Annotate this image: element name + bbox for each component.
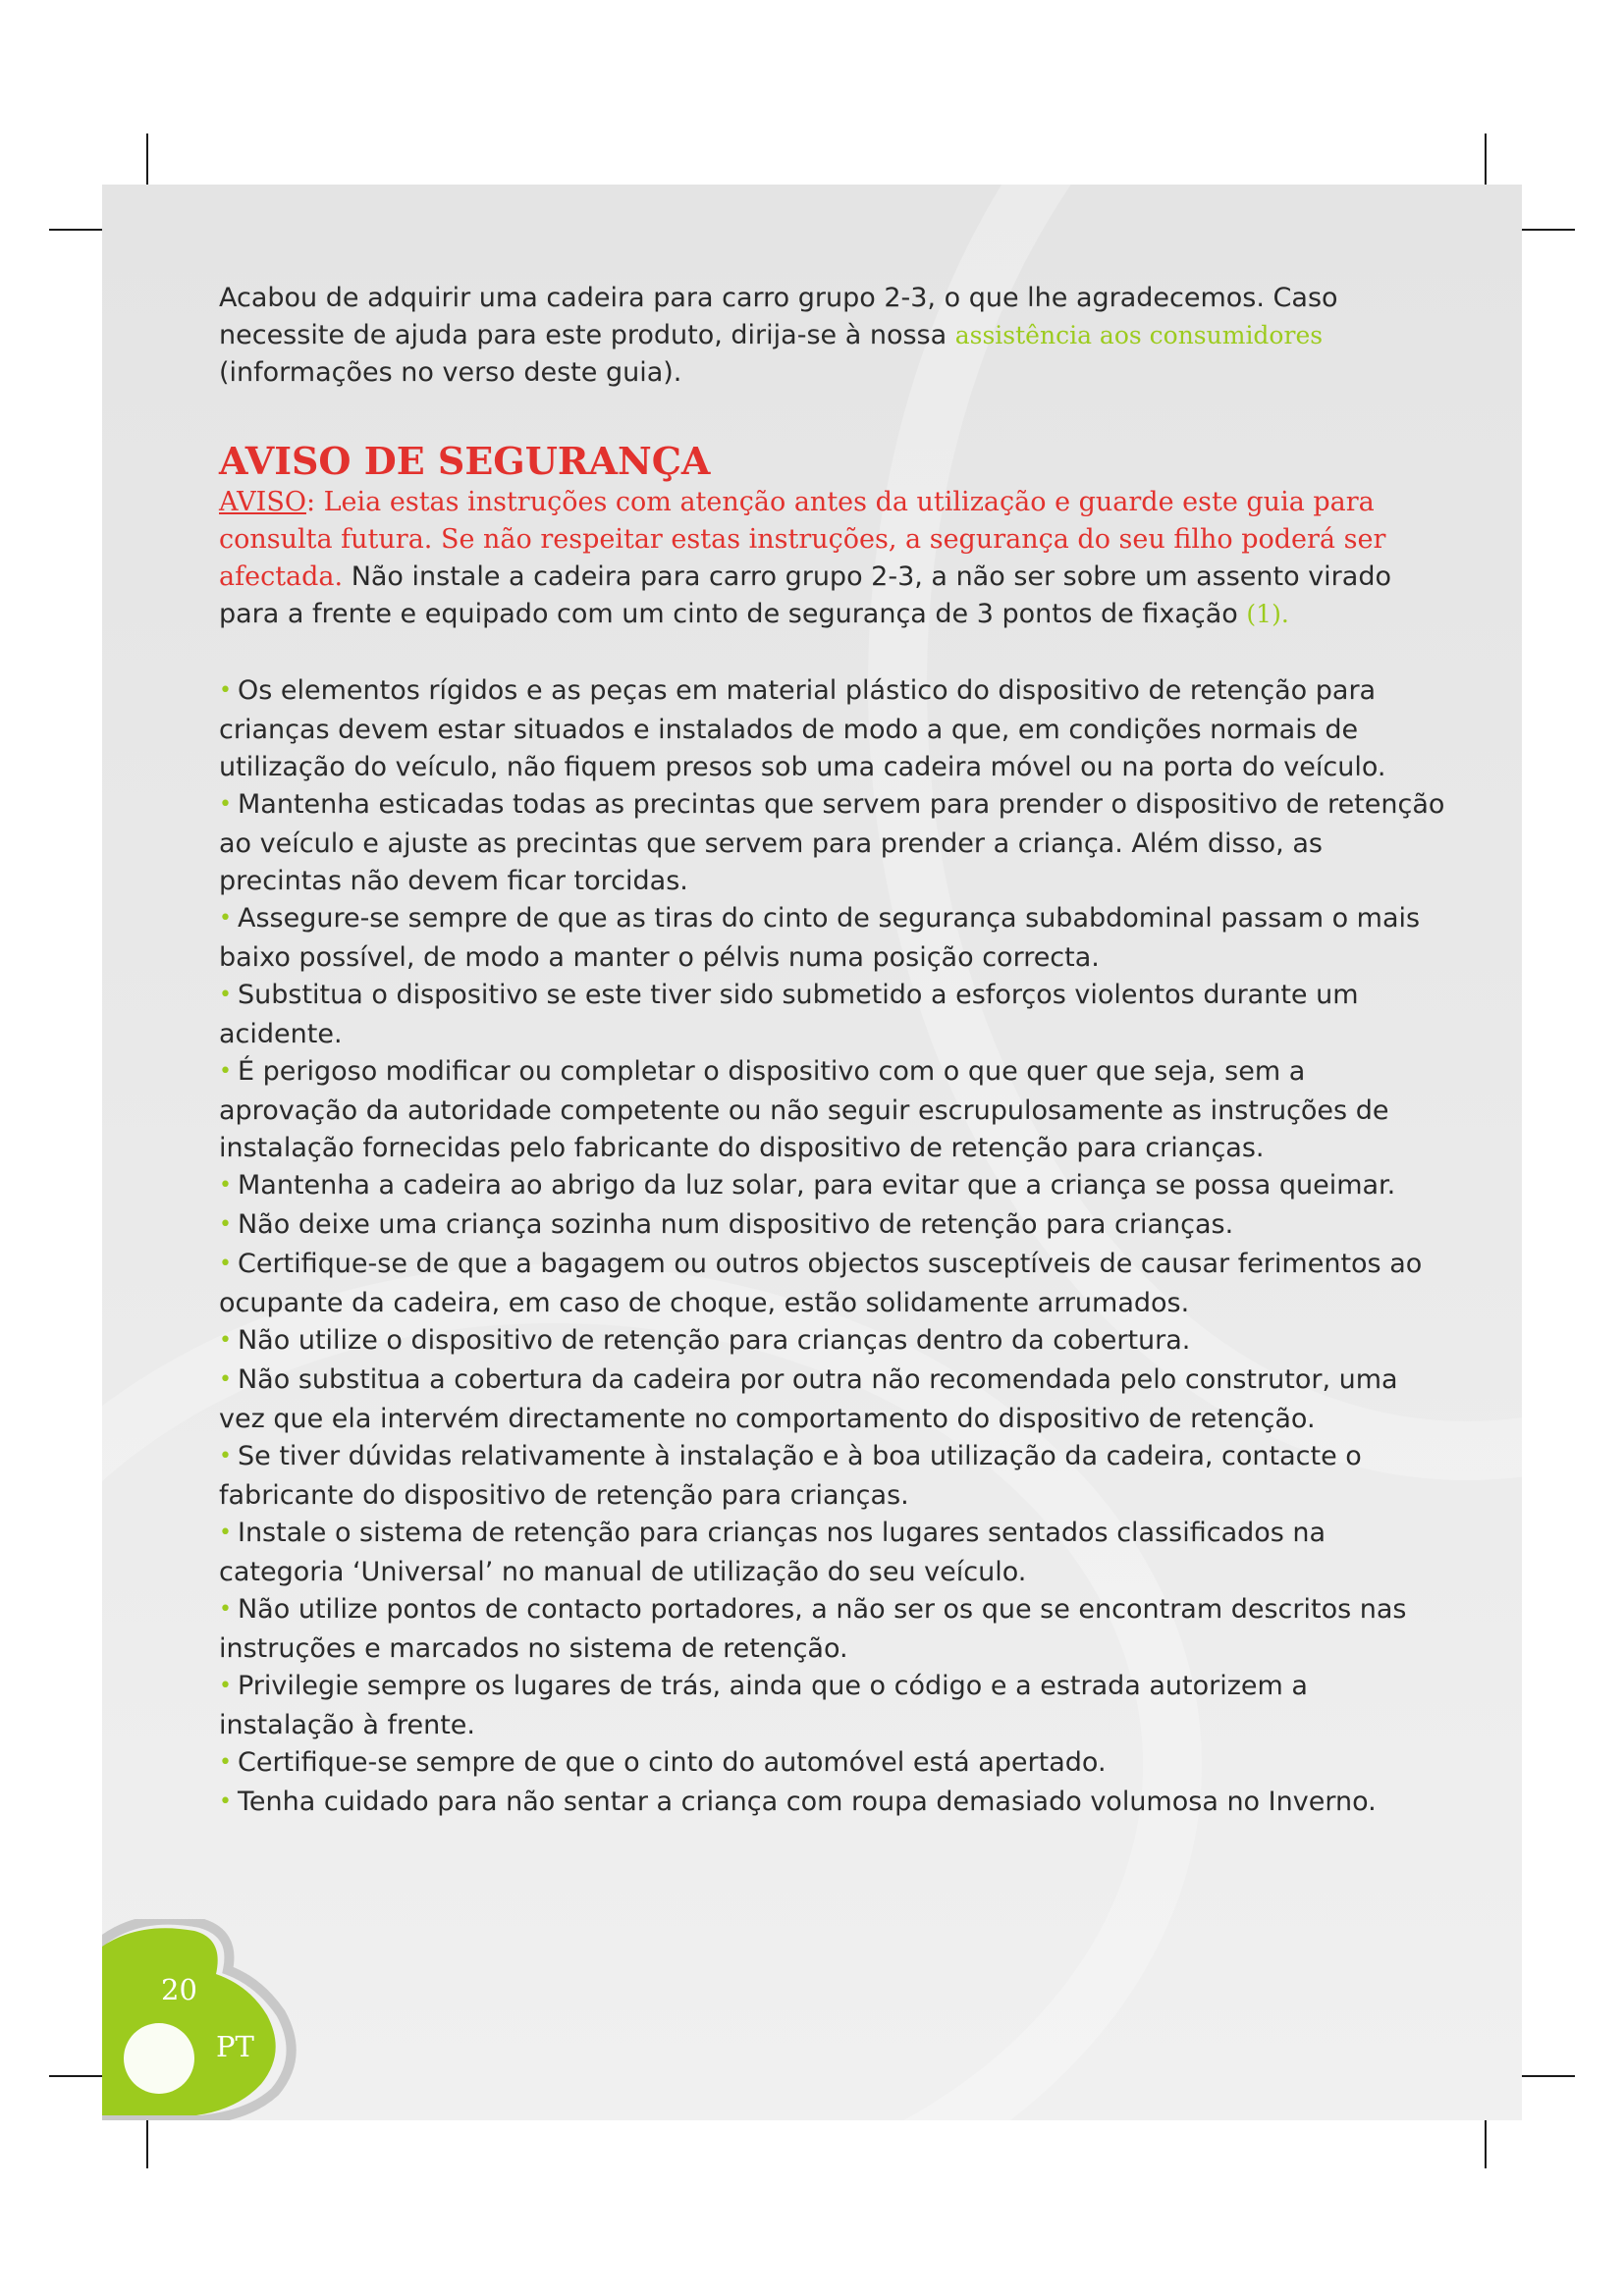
safety-title: AVISO DE SEGURANÇA: [219, 439, 711, 483]
install-note: Não instale a cadeira para carro grupo 2-3, a não ser sobre um assento virado para a frente e equipado com um cinto de segurança de 3 pontos de fixação: [219, 561, 1391, 629]
safety-bullet-text: É perigoso modificar ou completar o dispositivo com o que quer que seja, sem a aprovação da autoridade competente ou não seguir escrupulosamente as instruções de instalação fornecidas pelo fabricante do dispositivo de retenção para crianças.: [219, 1056, 1389, 1163]
safety-bullet-item: [219, 900, 1446, 977]
warning-paragraph: [219, 484, 1446, 633]
safety-bullet-text: Se tiver dúvidas relativamente à instalação e à boa utilização da cadeira, contacte o fabricante do dispositivo de retenção para crianças.: [219, 1441, 1362, 1511]
bullet-dot-icon: •: [219, 1750, 232, 1775]
safety-bullet-text: Certifique-se sempre de que o cinto do automóvel está apertado.: [237, 1747, 1107, 1778]
safety-bullet-item: [219, 786, 1446, 900]
safety-bullet-text: Tenha cuidado para não sentar a criança com roupa demasiado volumosa no Inverno.: [237, 1787, 1377, 1817]
page-number: 20: [161, 1973, 197, 2006]
figure-reference: (1).: [1246, 600, 1289, 628]
bullet-dot-icon: •: [219, 1328, 232, 1353]
safety-bullet-item: [219, 1167, 1446, 1206]
consumer-assistance-link: assistência aos consumidores: [954, 321, 1324, 349]
safety-bullet-text: Não substitua a cobertura da cadeira por outra não recomendada pelo construtor, uma vez que ela intervém directamente no comportamento do dispositivo de retenção.: [219, 1364, 1398, 1434]
safety-bullet-text: Privilegie sempre os lugares de trás, ainda que o código e a estrada autorizem a instalação à frente.: [219, 1671, 1308, 1740]
intro-paragraph: [219, 280, 1446, 392]
safety-bullet-text: Assegure-se sempre de que as tiras do cinto de segurança subabdominal passam o mais baixo possível, de modo a manter o pélvis numa posição correcta.: [219, 903, 1421, 973]
bullet-dot-icon: •: [219, 906, 232, 931]
badge-shape-icon: [102, 1919, 328, 2120]
safety-bullet-text: Instale o sistema de retenção para crianças nos lugares sentados classificados na categoria ‘Universal’ no manual de utilização do seu veículo.: [219, 1518, 1326, 1587]
safety-bullet-text: Não deixe uma criança sozinha num dispositivo de retenção para crianças.: [237, 1209, 1234, 1240]
safety-bullet-text: Não utilize o dispositivo de retenção para crianças dentro da cobertura.: [237, 1325, 1191, 1356]
safety-bullet-text: Certifique-se de que a bagagem ou outros objectos susceptíveis de causar ferimentos ao ocupante da cadeira, em caso de choque, estão solidamente arrumados.: [219, 1249, 1423, 1318]
warning-label: AVISO: [219, 487, 306, 517]
language-code: PT: [216, 2030, 254, 2063]
bullet-dot-icon: •: [219, 1059, 232, 1084]
safety-bullet-item: [219, 977, 1446, 1053]
safety-bullet-item: [219, 1668, 1446, 1744]
safety-bullet-item: [219, 1362, 1446, 1438]
safety-bullet-item: [219, 1246, 1446, 1322]
safety-bullet-item: [219, 1515, 1446, 1591]
bullet-dot-icon: •: [219, 1367, 232, 1392]
safety-bullet-item: [219, 1206, 1446, 1246]
safety-bullet-item: [219, 1053, 1446, 1167]
safety-bullet-item: [219, 1744, 1446, 1784]
bullet-dot-icon: •: [219, 1521, 232, 1545]
safety-bullet-text: Os elementos rígidos e as peças em material plástico do dispositivo de retenção para crianças devem estar situados e instalados de modo a que, em condições normais de utilização do veículo, não fiquem presos sob uma cadeira móvel ou na porta do veículo.: [219, 675, 1386, 782]
bullet-dot-icon: •: [219, 1597, 232, 1622]
safety-bullet-text: Mantenha a cadeira ao abrigo da luz solar, para evitar que a criança se possa queimar.: [237, 1170, 1396, 1201]
safety-bullet-item: [219, 1322, 1446, 1362]
safety-bullet-item: [219, 1438, 1446, 1515]
bullet-dot-icon: •: [219, 983, 232, 1007]
page-number-badge: [102, 1919, 328, 2120]
safety-bullet-text: Não utilize pontos de contacto portadores, a não ser os que se encontram descritos nas instruções e marcados no sistema de retenção.: [219, 1594, 1407, 1664]
safety-bullet-text: Mantenha esticadas todas as precintas que servem para prender o dispositivo de retenção ao veículo e ajuste as precintas que servem para prender a criança. Além disso, as precintas não devem ficar torcidas.: [219, 789, 1445, 896]
bullet-dot-icon: •: [219, 1212, 232, 1237]
intro-text-end: (informações no verso deste guia).: [219, 357, 682, 388]
page-content: [219, 280, 1446, 1823]
bullet-dot-icon: •: [219, 1789, 232, 1814]
bullet-dot-icon: •: [219, 792, 232, 817]
bullet-dot-icon: •: [219, 1674, 232, 1698]
safety-bullet-item: [219, 672, 1446, 786]
intro-text: Acabou de adquirir uma cadeira para carro grupo 2-3, o que lhe agradecemos. Caso necessite de ajuda para este produto, dirija-se à nossa: [219, 283, 1338, 350]
bullet-dot-icon: •: [219, 678, 232, 703]
safety-bullet-item: [219, 1784, 1446, 1823]
bullet-dot-icon: •: [219, 1444, 232, 1468]
safety-bullet-text: Substitua o dispositivo se este tiver sido submetido a esforços violentos durante um acidente.: [219, 980, 1359, 1049]
bullet-dot-icon: •: [219, 1173, 232, 1198]
safety-bullet-item: [219, 1591, 1446, 1668]
safety-bullet-list: [219, 672, 1446, 1823]
warning-text: : Leia estas instruções com atenção antes da utilização e guarde este guia para consulta futura. Se não respeitar estas instruções, a segurança do seu filho poderá ser afectada.: [219, 487, 1386, 592]
bullet-dot-icon: •: [219, 1252, 232, 1276]
